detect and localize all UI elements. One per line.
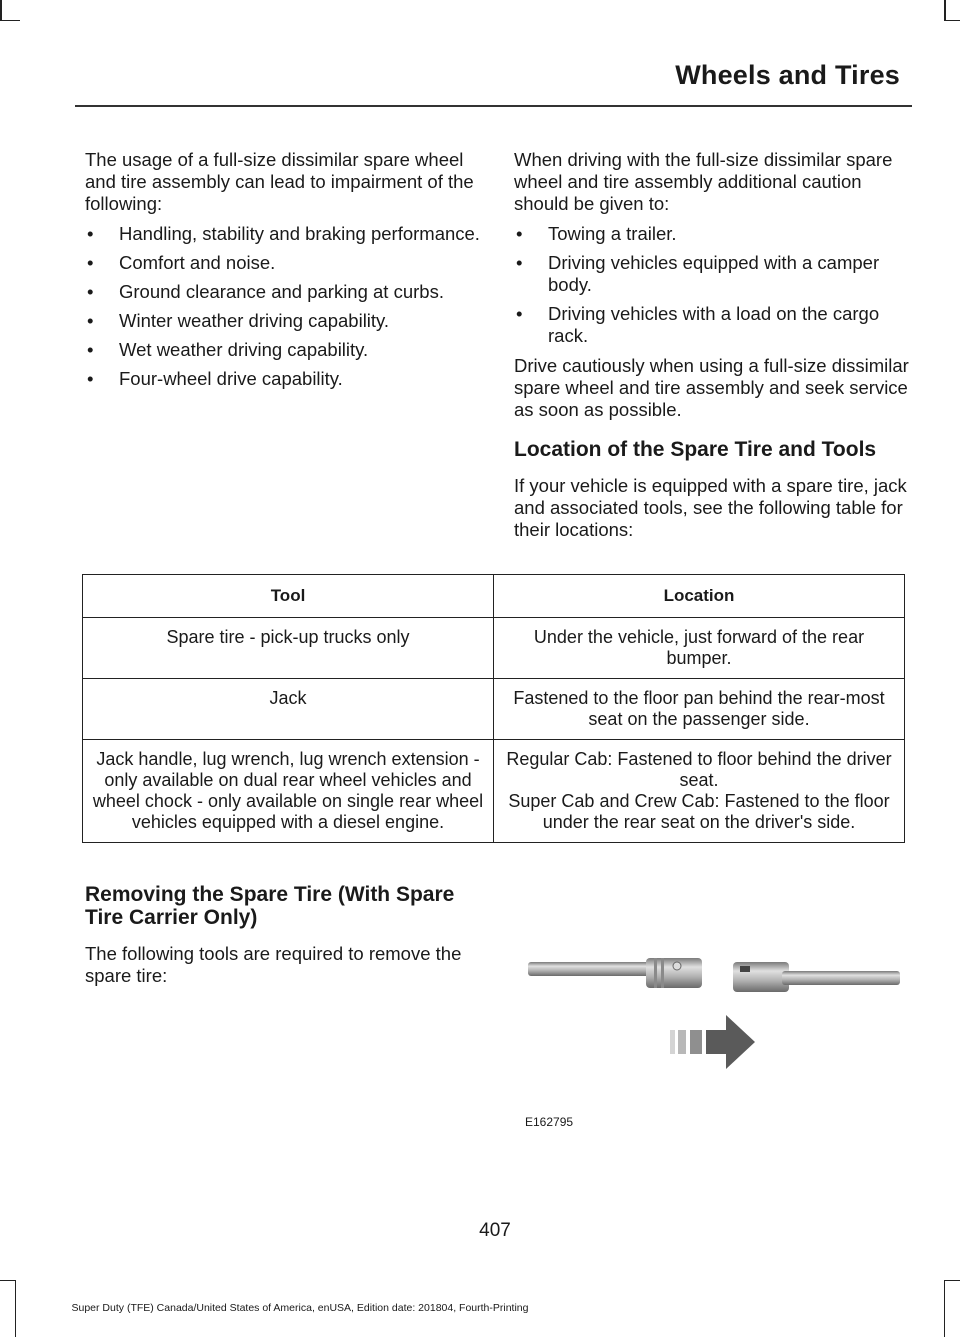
list-item: • Comfort and noise. (85, 252, 480, 274)
list-item: • Driving vehicles equipped with a camper body. (514, 252, 909, 296)
list-item: • Four-wheel drive capability. (85, 368, 480, 390)
jack-handle-illustration (520, 945, 910, 1135)
column-header-tool: Tool (83, 575, 494, 618)
left-intro: The usage of a full-size dissimilar spare wheel and tire assembly can lead to impairment of the following: (85, 149, 474, 214)
list-item: • Towing a trailer. (514, 223, 909, 245)
table-header-row (83, 575, 905, 618)
removing-text: The following tools are required to remove the spare tire: (85, 943, 462, 986)
crop-mark (0, 20, 20, 21)
removing-section (85, 883, 485, 987)
crop-mark (0, 1280, 16, 1281)
page-title: Wheels and Tires (675, 60, 900, 90)
list-item: • Wet weather driving capability. (85, 339, 480, 361)
column-header-location: Location (494, 575, 905, 618)
arrow-icon (670, 1015, 755, 1069)
right-intro: When driving with the full-size dissimilar spare wheel and tire assembly additional caution should be given to: (514, 149, 893, 214)
image-code: E162795 (525, 1115, 574, 1129)
list-item: • Winter weather driving capability. (85, 310, 480, 332)
crop-mark (944, 1280, 960, 1281)
tool-cell: Spare tire - pick-up trucks only (83, 618, 494, 679)
left-column (85, 149, 480, 390)
removing-heading: Removing the Spare Tire (With Spare Tire Carrier Only) (85, 883, 455, 929)
list-item: • Ground clearance and parking at curbs. (85, 281, 480, 303)
location-cell: Under the vehicle, just forward of the rear bumper. (494, 618, 905, 679)
edition-footer: Super Duty (TFE) Canada/United States of America, enUSA, Edition date: 201804, Fourth-Printing (71, 1302, 529, 1314)
crop-mark (0, 0, 2, 20)
right-column (514, 149, 909, 541)
crop-mark (944, 20, 960, 21)
tool-cell: Jack handle, lug wrench, lug wrench extension - only available on dual rear wheel vehicles and wheel chock - only available on single rear wheel vehicles equipped with a diesel engine. (83, 740, 494, 843)
crop-mark (944, 1280, 945, 1337)
list-item: • Driving vehicles with a load on the cargo rack. (514, 303, 909, 347)
table-row (83, 679, 905, 740)
location-heading: Location of the Spare Tire and Tools (514, 438, 877, 461)
page-number: 407 (479, 1220, 511, 1241)
handle-right-piece (733, 962, 900, 992)
table-row (83, 618, 905, 679)
caution-list (514, 223, 909, 347)
location-cell (494, 740, 905, 843)
caution-text: Drive cautiously when using a full-size dissimilar spare wheel and tire assembly and seek service as soon as possible. (514, 355, 909, 420)
handle-left-piece (528, 958, 702, 988)
location-cell: Fastened to the floor pan behind the rear-most seat on the passenger side. (494, 679, 905, 740)
location-super-crew-cab: Super Cab and Crew Cab: Fastened to the floor under the rear seat on the driver's side. (508, 791, 890, 832)
crop-mark (944, 0, 946, 20)
impairment-list (85, 223, 480, 390)
location-regular-cab: Regular Cab: Fastened to floor behind the driver seat. (506, 749, 892, 790)
title-rule (75, 105, 912, 107)
tools-location-table (82, 574, 905, 843)
tool-cell: Jack (83, 679, 494, 740)
location-intro: If your vehicle is equipped with a spare tire, jack and associated tools, see the following table for their locations: (514, 475, 907, 540)
list-item: • Handling, stability and braking performance. (85, 223, 480, 245)
table-row (83, 740, 905, 843)
